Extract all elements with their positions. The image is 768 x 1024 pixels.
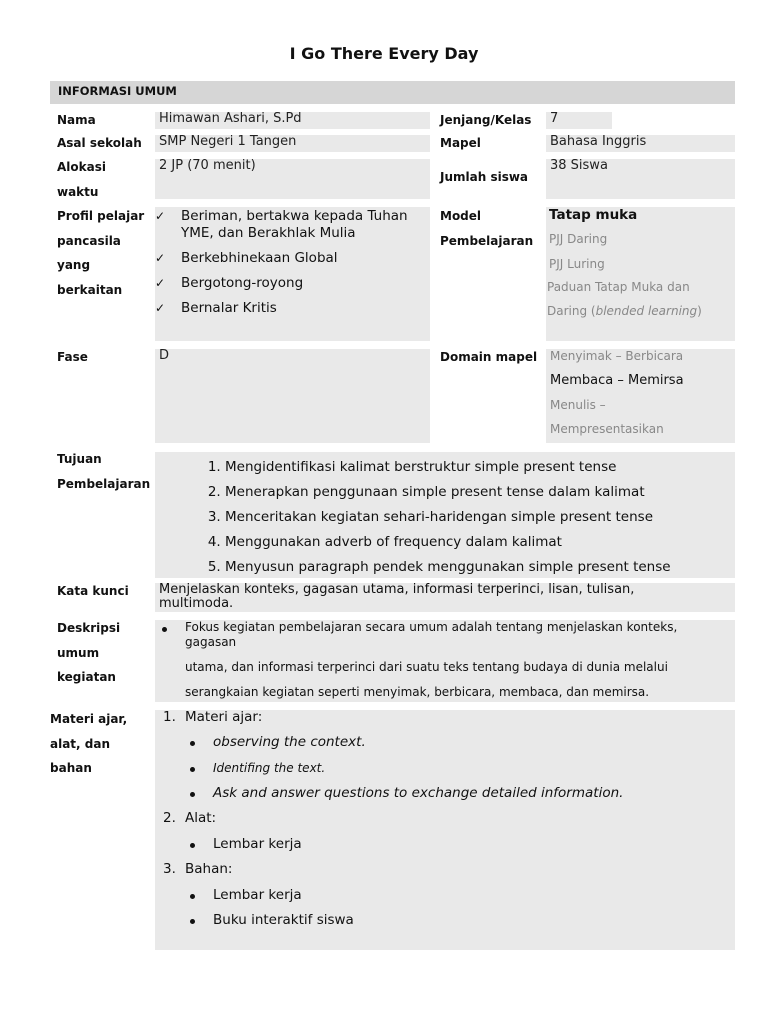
tujuan-item: 3. Menceritakan kegiatan sehari-haridengan simple present tense — [225, 505, 671, 530]
value-kelas: 7 — [550, 111, 559, 126]
deskripsi-line-3: serangkaian kegiatan seperti menyimak, berbicara, membaca, dan memirsa. — [185, 685, 650, 699]
value-box-alokasi — [155, 159, 430, 199]
tujuan-item: 5. Menyusun paragraph pendek menggunakan simple present tense — [225, 555, 671, 580]
bahan-item: Lembar kerja — [213, 887, 302, 903]
materi-item: observing the context. — [213, 734, 366, 750]
bullet-icon — [190, 741, 195, 746]
deskripsi-line-2: utama, dan informasi terperinci dari suatu teks tentang budaya di dunia melalui — [185, 660, 668, 674]
model-pjj-luring: PJJ Luring — [549, 257, 605, 271]
value-nama: Himawan Ashari, S.Pd — [159, 111, 302, 126]
value-jumlah: 38 Siswa — [550, 158, 608, 173]
label-profil-line-4: berkaitan — [57, 282, 123, 297]
label-materi-line-3: bahan — [50, 761, 92, 775]
materi-item: Ask and answer questions to exchange detailed information. — [213, 785, 624, 801]
bullet-icon — [190, 843, 195, 848]
model-tatap-muka: Tatap muka — [549, 207, 638, 223]
value-box-fase — [155, 349, 430, 443]
profil-item: ✓ Berkebhinekaan Global — [155, 250, 425, 267]
kata-kunci-box — [155, 583, 735, 612]
label-alokasi-line: Alokasi — [57, 160, 106, 174]
alat-item: Lembar kerja — [213, 836, 302, 852]
materi-box — [155, 710, 735, 950]
label-materi — [50, 707, 127, 781]
label-jenjang-kelas: Jenjang/Kelas — [440, 113, 532, 127]
section-header — [50, 81, 735, 104]
model-paduan-suffix: ) — [697, 304, 702, 318]
bahan-heading: Bahan: — [185, 861, 233, 877]
model-paduan-prefix: Daring ( — [547, 304, 596, 318]
tujuan-list — [155, 455, 671, 580]
deskripsi-line-1: Fokus kegiatan pembelajaran secara umum adalah tentang menjelaskan konteks, gagasan — [185, 620, 678, 649]
label-kata-kunci: Kata kunci — [57, 584, 129, 598]
profil-item: ✓ Bernalar Kritis — [155, 300, 425, 317]
label-fase: Fase — [57, 350, 88, 364]
alat-number: 2. — [163, 810, 176, 826]
label-tujuan-line-2: Pembelajaran — [57, 476, 151, 491]
value-box-jumlah — [546, 159, 735, 199]
label-model-pembelajaran — [440, 204, 533, 253]
materi-heading: Materi ajar: — [185, 709, 263, 725]
label-deskripsi — [57, 616, 120, 690]
materi-item: Identifing the text. — [213, 761, 326, 775]
label-deskripsi-line-1: Deskripsi — [57, 621, 121, 635]
label-deskripsi-line-3: kegiatan — [57, 670, 116, 684]
domain-menulis: Menulis – — [550, 398, 606, 412]
label-mapel: Mapel — [440, 136, 481, 150]
materi-number: 1. — [163, 709, 176, 725]
profil-item: ✓ Bergotong-royong — [155, 275, 425, 292]
tujuan-item: 4. Menggunakan adverb of frequency dalam kalimat — [225, 530, 671, 555]
value-asal-sekolah: SMP Negeri 1 Tangen — [159, 134, 297, 149]
tujuan-item: 2. Menerapkan penggunaan simple present tense dalam kalimat — [225, 480, 671, 505]
label-model-line-1: Model — [440, 209, 482, 223]
model-paduan-line-1: Paduan Tatap Muka dan — [547, 280, 690, 294]
label-waktu-line: waktu — [57, 184, 99, 199]
value-fase: D — [159, 348, 170, 363]
domain-mempresentasikan: Mempresentasikan — [550, 422, 664, 436]
label-tujuan-line-1: Tujuan — [57, 452, 102, 466]
domain-menyimak: Menyimak – Berbicara — [550, 349, 684, 363]
label-jumlah-siswa: Jumlah siswa — [440, 170, 529, 184]
label-profil-line-2: pancasila — [57, 233, 121, 248]
value-box-kelas — [546, 112, 612, 129]
bullet-icon — [190, 919, 195, 924]
alat-heading: Alat: — [185, 810, 217, 826]
label-materi-line-1: Materi ajar, — [50, 712, 128, 726]
label-profil-line-1: Profil pelajar — [57, 209, 145, 223]
label-profil-pelajar — [57, 204, 144, 302]
value-box-nama — [155, 112, 430, 129]
value-mapel: Bahasa Inggris — [550, 134, 647, 149]
label-asal-sekolah: Asal sekolah — [57, 136, 142, 150]
bullet-icon — [190, 894, 195, 899]
label-domain-mapel: Domain mapel — [440, 350, 538, 364]
model-blended-learning: blended learning — [595, 304, 698, 318]
model-pjj-daring: PJJ Daring — [549, 232, 608, 246]
value-kata-kunci: Menjelaskan konteks, gagasan utama, informasi terperinci, lisan, tulisan, multimoda. — [159, 582, 635, 611]
value-box-mapel — [546, 135, 735, 152]
model-paduan-line-2 — [547, 304, 702, 318]
value-alokasi: 2 JP (70 menit) — [159, 158, 256, 173]
bullet-icon — [190, 792, 195, 797]
label-model-line-2: Pembelajaran — [440, 233, 534, 248]
label-tujuan — [57, 447, 150, 496]
label-deskripsi-line-2: umum — [57, 645, 100, 660]
document-title: I Go There Every Day — [289, 44, 479, 63]
tujuan-box — [155, 452, 735, 578]
bullet-icon — [162, 627, 167, 632]
label-materi-line-2: alat, dan — [50, 736, 111, 751]
label-profil-line-3: yang — [57, 258, 91, 272]
value-box-asal-sekolah — [155, 135, 430, 152]
value-box-profil — [155, 207, 430, 341]
bullet-icon — [190, 767, 195, 772]
profil-list — [155, 208, 425, 325]
value-box-model — [546, 207, 735, 341]
bahan-item: Buku interaktif siswa — [213, 912, 354, 928]
label-alokasi-waktu — [57, 155, 106, 204]
domain-membaca: Membaca – Memirsa — [550, 373, 684, 388]
deskripsi-box — [155, 620, 735, 702]
value-box-domain — [546, 349, 735, 443]
bahan-number: 3. — [163, 861, 176, 877]
profil-item: ✓ Beriman, bertakwa kepada Tuhan YME, dan Berakhlak Mulia — [155, 208, 425, 242]
section-header-label: INFORMASI UMUM — [58, 84, 177, 98]
label-nama: Nama — [57, 113, 96, 127]
tujuan-item: 1. Mengidentifikasi kalimat berstruktur simple present tense — [225, 455, 671, 480]
